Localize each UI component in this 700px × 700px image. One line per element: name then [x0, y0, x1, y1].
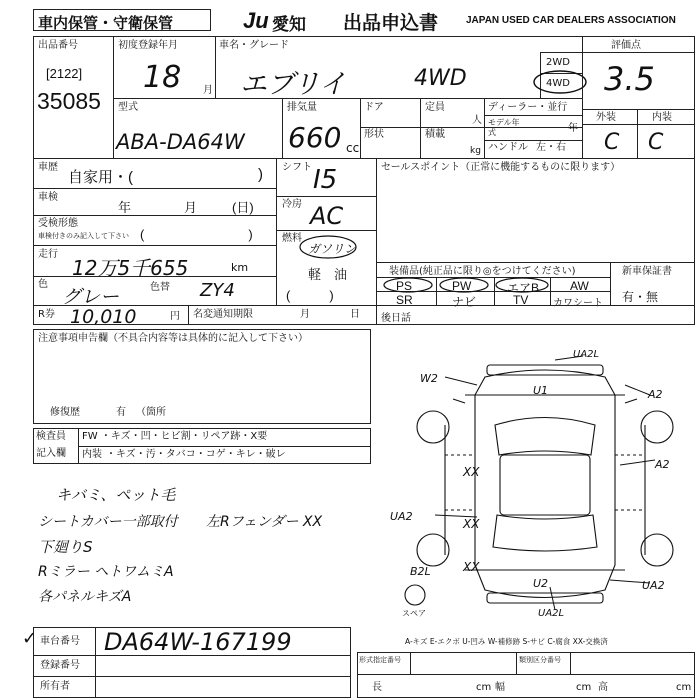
form-title: 出品申込書: [343, 13, 439, 34]
equip-ps: PS: [396, 279, 413, 293]
repair-has: 有: [116, 407, 126, 418]
mark-b2l: B2L: [410, 565, 431, 578]
model-label: 型式: [118, 102, 138, 113]
notice-day: 日: [350, 309, 360, 320]
history-close: ): [258, 166, 263, 183]
inspection-month: 月: [184, 200, 198, 215]
notice-label: 注意事項申告欄（不具合内容等は具体的に記入して下さい）: [38, 333, 308, 344]
handle-label: ハンドル: [488, 142, 528, 153]
storage-type-box: [33, 9, 211, 31]
inspector-label-1: 検査員: [36, 431, 66, 442]
owner-label: 所有者: [40, 681, 70, 692]
damage-legend: A-キズ E-エクボ U-凹み W-補修跡 S-サビ C-腐食 XX-交換済: [405, 637, 608, 646]
mileage-unit: km: [231, 261, 249, 274]
association-name: JAPAN USED CAR DEALERS ASSOCIATION: [466, 15, 676, 26]
dim-width-unit: cm: [576, 682, 592, 693]
inspection-label: 車検: [38, 192, 58, 203]
mark-ua2-left: UA2: [390, 510, 413, 523]
reg-year-value: 18: [143, 60, 182, 95]
repair-place: （箇所: [136, 407, 166, 418]
mark-xx-2: XX: [463, 517, 480, 531]
car-drive-value: 4WD: [414, 66, 467, 91]
storage-type: 車内保管・守衛保管: [38, 15, 174, 32]
accept-form-paren: ( ): [140, 227, 253, 242]
displacement-value: 660: [288, 121, 342, 154]
accept-form-note: 車検付きのみ記入して下さい: [38, 232, 129, 240]
mark-ua2-right: UA2: [642, 579, 665, 592]
note-line-5: 各パネルキズA: [38, 589, 132, 605]
dim-width: 幅: [495, 682, 505, 693]
drive-option-4wd: 4WD: [546, 78, 570, 89]
lot-bracket: [2122]: [46, 66, 83, 81]
load-unit: kg: [470, 146, 481, 156]
inspector-label-2: 記入欄: [36, 448, 66, 459]
warranty-label: 新車保証書: [622, 266, 672, 277]
dim-height: 高: [598, 682, 608, 693]
mileage-label: 走行: [38, 249, 58, 260]
exterior-grade: C: [604, 130, 620, 155]
ju-logo: Ju: [243, 8, 269, 33]
chassis-check: ✓: [22, 628, 38, 649]
displacement-label: 排気量: [287, 102, 317, 113]
aircon-value: AC: [310, 202, 344, 230]
equip-leather: カワシート: [553, 298, 603, 309]
lot-label: 出品番号: [38, 40, 78, 51]
model-year-label: モデル年式: [488, 118, 520, 137]
note-line-3: 下廻りS: [38, 538, 93, 556]
equip-pw: PW: [452, 279, 472, 293]
car-name-value: エブリイ: [240, 69, 347, 100]
equip-sr: SR: [396, 293, 413, 307]
inspector-line2-prefix: 内装: [82, 449, 102, 460]
handle-options: 左・右: [536, 142, 566, 153]
mark-u2: U2: [533, 577, 549, 590]
mark-ua2l-bottom: UA2L: [538, 608, 565, 619]
car-name-label: 車名・グレード: [219, 40, 289, 51]
fuel-diesel: 軽 油: [308, 267, 348, 282]
mileage-value: 12万5千655: [72, 256, 189, 280]
form-number-label: 形式指定番号: [359, 656, 401, 664]
rating-label: 評価点: [611, 40, 641, 51]
chassis-value: DA64W-167199: [104, 628, 292, 656]
note-line-1: キバミ、ペット毛: [56, 486, 176, 504]
mark-w2: W2: [420, 372, 438, 385]
recycle-unit: 円: [170, 311, 180, 322]
inspector-line2: ・キズ・汚・タバコ・コゲ・キレ・破レ: [106, 449, 286, 460]
equipment-label: 装備品(純正品に限り◎をつけてください): [389, 266, 576, 277]
equip-airbag: エアB: [507, 281, 540, 295]
remark-note: 左Rフェンダー XX: [206, 514, 323, 530]
note-line-2: シートカバー一部取付: [38, 514, 178, 530]
notice-date-label: 名変通知期限: [193, 309, 253, 320]
interior-label: 内装: [652, 112, 672, 123]
mark-a2-right: A2: [655, 458, 670, 471]
mark-u1: U1: [533, 384, 549, 397]
exterior-label: 外装: [596, 112, 616, 123]
color-code: ZY4: [200, 280, 235, 301]
dealer-label: ディーラー・並行: [488, 102, 568, 113]
inspection-day: (日): [232, 200, 254, 215]
model-value: ABA-DA64W: [116, 130, 245, 154]
equipment-circles: [378, 277, 618, 295]
spare-label: スペア: [402, 609, 426, 618]
inspector-line1: FW ・キズ・凹・ヒビ割・リペア跡・X要: [82, 431, 268, 442]
displacement-unit: cc: [346, 141, 360, 155]
recycle-value: 10,010: [70, 306, 137, 328]
mark-xx-1: XX: [463, 465, 480, 479]
inspection-year: 年: [118, 200, 132, 215]
equip-navi: ナビ: [452, 295, 477, 309]
color-label: 色: [38, 279, 48, 290]
later-note-label: 後日話: [381, 313, 411, 324]
equip-tv: TV: [513, 293, 529, 307]
notice-month: 月: [300, 309, 310, 320]
repair-label: 修復歴: [50, 407, 80, 418]
mark-a2-top: A2: [648, 388, 663, 401]
capacity-label: 定員: [425, 102, 445, 113]
history-value: 自家用・(: [68, 169, 133, 186]
reg-month-unit: 月: [203, 85, 213, 96]
history-label: 車歴: [38, 162, 58, 173]
fuel-paren: ( ): [286, 288, 334, 303]
recycle-label: R券: [38, 309, 55, 320]
shift-value: I5: [313, 165, 338, 195]
accept-form-label: 受検形態: [38, 218, 78, 229]
shift-label: シフト: [282, 162, 312, 173]
fuel-label: 燃料: [282, 233, 302, 244]
rating-score: 3.5: [604, 60, 655, 98]
reg-year-label: 初度登録年月: [118, 40, 178, 51]
drive-option-2wd: 2WD: [546, 57, 570, 68]
door-label: ドア: [364, 102, 384, 113]
aircon-label: 冷房: [282, 199, 302, 210]
mark-ua2l-top: UA2L: [573, 349, 600, 360]
dim-length: 長: [372, 682, 382, 693]
chassis-label: 車台番号: [40, 636, 80, 647]
mark-xx-3: XX: [463, 560, 480, 574]
dim-height-unit: cm: [676, 682, 692, 693]
note-line-4: Rミラー ヘトワムミA: [38, 564, 174, 580]
color-change-label: 色替: [150, 282, 170, 293]
lot-number: 35085: [37, 88, 101, 114]
category-number-label: 類別区分番号: [519, 656, 561, 664]
equip-aw: AW: [570, 279, 589, 293]
capacity-unit: 人: [472, 115, 482, 126]
drive-circle: [532, 68, 592, 98]
reg-number-label: 登録番号: [40, 660, 80, 671]
color-value: グレー: [62, 286, 120, 308]
region-name: 愛知: [272, 15, 306, 34]
dim-length-unit: cm: [476, 682, 492, 693]
interior-grade: C: [648, 130, 664, 155]
load-label: 積載: [425, 129, 445, 140]
model-year-unit: 年: [568, 123, 578, 134]
shape-label: 形状: [364, 129, 384, 140]
warranty-options: 有・無: [622, 290, 659, 304]
sales-point-label: セールスポイント（正常に機能するものに限ります）: [381, 162, 621, 173]
fuel-value: ガソリン: [308, 242, 357, 256]
